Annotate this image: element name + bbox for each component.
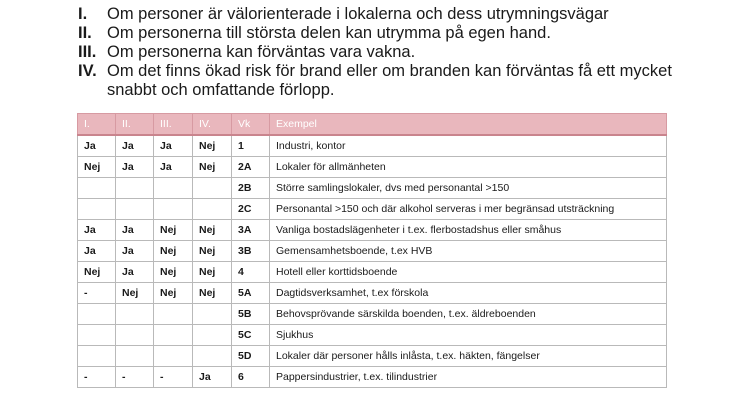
table-row <box>78 178 667 199</box>
cell-iv: Ja <box>193 367 232 388</box>
cell-vk: 4 <box>232 262 270 283</box>
cell-iii: Nej <box>154 283 193 304</box>
cell-i <box>78 346 116 367</box>
cell-iii: Nej <box>154 262 193 283</box>
cell-iv: Nej <box>193 283 232 304</box>
cell-i <box>78 325 116 346</box>
cell-exempel: Sjukhus <box>270 325 667 346</box>
cell-iii <box>154 199 193 220</box>
cell-vk: 3A <box>232 220 270 241</box>
header-cell-i: I. <box>78 114 116 136</box>
table-header-row <box>78 114 667 136</box>
cell-i: - <box>78 367 116 388</box>
criterion-item <box>78 24 718 43</box>
criterion-text: Om det finns ökad risk för brand eller om branden kan förväntas få ett mycket snabbt och omfattande förlopp. <box>107 62 672 99</box>
table-row <box>78 220 667 241</box>
cell-exempel: Dagtidsverksamhet, t.ex förskola <box>270 283 667 304</box>
cell-exempel: Pappersindustrier, t.ex. tilindustrier <box>270 367 667 388</box>
criteria-list <box>78 5 718 100</box>
table-row <box>78 367 667 388</box>
cell-iv: Nej <box>193 135 232 157</box>
cell-iii: Nej <box>154 220 193 241</box>
cell-ii: Ja <box>116 262 154 283</box>
cell-ii: Ja <box>116 135 154 157</box>
cell-vk: 5A <box>232 283 270 304</box>
cell-iv <box>193 346 232 367</box>
header-cell-iii: III. <box>154 114 193 136</box>
header-cell-ii: II. <box>116 114 154 136</box>
criterion-number: IV. <box>78 62 97 80</box>
cell-ii <box>116 325 154 346</box>
cell-iii: Nej <box>154 241 193 262</box>
cell-exempel: Gemensamhetsboende, t.ex HVB <box>270 241 667 262</box>
cell-i: Ja <box>78 241 116 262</box>
cell-iv: Nej <box>193 262 232 283</box>
table-row <box>78 325 667 346</box>
cell-exempel: Vanliga bostadslägenheter i t.ex. flerbostadshus eller småhus <box>270 220 667 241</box>
cell-iii: Ja <box>154 135 193 157</box>
cell-iii <box>154 346 193 367</box>
cell-vk: 2B <box>232 178 270 199</box>
table-row <box>78 283 667 304</box>
cell-exempel: Behovsprövande särskilda boenden, t.ex. äldreboenden <box>270 304 667 325</box>
cell-vk: 1 <box>232 135 270 157</box>
cell-i <box>78 199 116 220</box>
table-row <box>78 304 667 325</box>
table-row <box>78 346 667 367</box>
criterion-number: I. <box>78 5 88 23</box>
cell-i: Nej <box>78 157 116 178</box>
table-row <box>78 241 667 262</box>
cell-iv: Nej <box>193 220 232 241</box>
cell-exempel: Lokaler där personer hålls inlåsta, t.ex. häkten, fängelser <box>270 346 667 367</box>
header-cell-vk: Vk <box>232 114 270 136</box>
cell-ii <box>116 346 154 367</box>
criterion-text: Om personerna till största delen kan utrymma på egen hand. <box>107 24 551 42</box>
cell-i <box>78 178 116 199</box>
cell-vk: 2C <box>232 199 270 220</box>
header-cell-exempel: Exempel <box>270 114 667 136</box>
cell-i: Nej <box>78 262 116 283</box>
cell-exempel: Personantal >150 och där alkohol serveras i mer begränsad utsträckning <box>270 199 667 220</box>
cell-iii: Ja <box>154 157 193 178</box>
cell-ii: Ja <box>116 241 154 262</box>
cell-iv <box>193 178 232 199</box>
cell-vk: 2A <box>232 157 270 178</box>
cell-ii <box>116 178 154 199</box>
table-row <box>78 157 667 178</box>
table-row <box>78 199 667 220</box>
cell-vk: 5B <box>232 304 270 325</box>
cell-ii: Ja <box>116 220 154 241</box>
cell-exempel: Industri, kontor <box>270 135 667 157</box>
verksamhetsklass-table <box>77 113 667 388</box>
cell-vk: 5C <box>232 325 270 346</box>
cell-i: - <box>78 283 116 304</box>
cell-iv: Nej <box>193 241 232 262</box>
cell-iv <box>193 199 232 220</box>
cell-iii <box>154 325 193 346</box>
criterion-item <box>78 62 718 100</box>
cell-iv: Nej <box>193 157 232 178</box>
criterion-text: Om personer är välorienterade i lokalerna och dess utrymningsvägar <box>107 5 609 23</box>
table-row <box>78 135 667 157</box>
criterion-text: Om personerna kan förväntas vara vakna. <box>107 43 416 61</box>
cell-i: Ja <box>78 220 116 241</box>
cell-exempel: Hotell eller korttidsboende <box>270 262 667 283</box>
criterion-number: II. <box>78 24 92 42</box>
cell-exempel: Större samlingslokaler, dvs med personantal >150 <box>270 178 667 199</box>
cell-iv <box>193 304 232 325</box>
criterion-item <box>78 43 718 62</box>
cell-i: Ja <box>78 135 116 157</box>
cell-iii <box>154 304 193 325</box>
criterion-number: III. <box>78 43 97 61</box>
table-row <box>78 262 667 283</box>
header-cell-iv: IV. <box>193 114 232 136</box>
cell-ii <box>116 199 154 220</box>
cell-iii: - <box>154 367 193 388</box>
cell-ii <box>116 304 154 325</box>
cell-ii: Ja <box>116 157 154 178</box>
cell-iii <box>154 178 193 199</box>
cell-vk: 5D <box>232 346 270 367</box>
cell-vk: 3B <box>232 241 270 262</box>
cell-vk: 6 <box>232 367 270 388</box>
cell-ii: - <box>116 367 154 388</box>
cell-exempel: Lokaler för allmänheten <box>270 157 667 178</box>
criterion-item <box>78 5 718 24</box>
cell-iv <box>193 325 232 346</box>
cell-i <box>78 304 116 325</box>
cell-ii: Nej <box>116 283 154 304</box>
